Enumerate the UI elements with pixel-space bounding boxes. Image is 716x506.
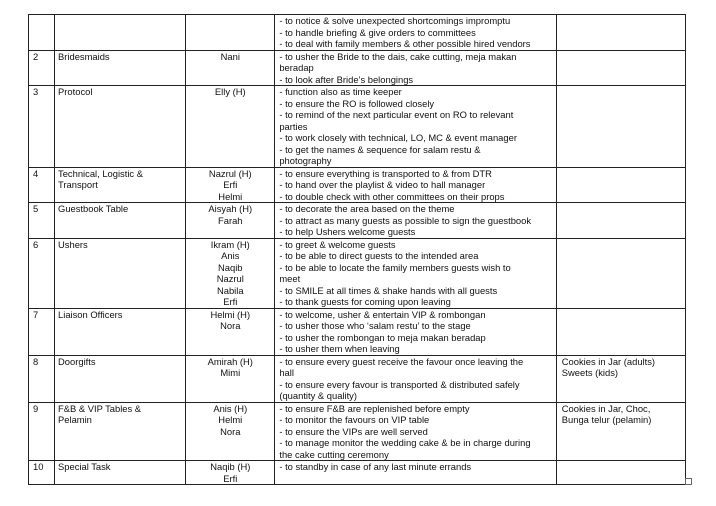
note-line: Bunga telur (pelamin) (561, 414, 652, 425)
person-name: Aisyah (H) (208, 203, 253, 214)
task-line: - to ensure every favour is transported & distributed safely (279, 378, 520, 390)
row-number-cell (29, 355, 55, 402)
notes-cell (556, 203, 685, 239)
row-number-cell (29, 15, 55, 51)
table-row (29, 238, 686, 308)
task-line: - to get the names & sequence for salam restu & (279, 143, 481, 155)
table-row (29, 308, 686, 355)
committee-name: Transport (58, 179, 98, 190)
tasks-cell (275, 355, 556, 402)
notes-cell (556, 86, 685, 168)
note-line: Sweets (kids) (561, 367, 619, 378)
person-in-charge-cell (186, 355, 275, 402)
tasks-cell (275, 167, 556, 203)
committee-cell (55, 167, 186, 203)
task-line: - to greet & welcome guests (279, 238, 396, 250)
person-name: Helmi (H) (210, 308, 251, 320)
note-line: Cookies in Jar (adults) (561, 355, 656, 367)
person-in-charge-cell (186, 402, 275, 461)
task-line: - to usher the Bride to the dais, cake cutting, meja makan (279, 50, 517, 62)
committee-task-table (28, 14, 686, 485)
person-name: Naqib (218, 261, 243, 273)
table-row (29, 50, 686, 86)
person-name: Elly (H) (214, 86, 246, 97)
row-number-cell (29, 167, 55, 203)
person-in-charge-cell (186, 15, 275, 51)
person-in-charge-cell (186, 167, 275, 203)
task-line: - to look after Bride’s belongings (279, 73, 414, 85)
person-name: Amirah (H) (207, 355, 253, 367)
committee-name: Doorgifts (58, 355, 96, 367)
committee-name: Pelamin (58, 414, 92, 425)
person-name: Helmi (218, 414, 243, 425)
task-line: - to ensure everything is transported to & from DTR (279, 167, 492, 179)
task-line: - to help Ushers welcome guests (279, 226, 416, 237)
row-number: 8 (33, 355, 39, 367)
person-in-charge-cell (186, 461, 275, 485)
table-row (29, 402, 686, 461)
task-line: - to welcome, usher & entertain VIP & rombongan (279, 308, 486, 320)
committee-name: Protocol (58, 86, 93, 97)
task-line: - to double check with other committees on their props (279, 190, 505, 202)
notes-cell (556, 355, 685, 402)
notes-cell (556, 167, 685, 203)
row-number: 10 (33, 461, 44, 472)
committee-cell (55, 15, 186, 51)
tasks-cell (275, 50, 556, 86)
tasks-cell (275, 203, 556, 239)
person-in-charge-cell (186, 308, 275, 355)
person-name: Nazrul (H) (208, 167, 252, 179)
committee-name: Ushers (58, 238, 88, 250)
committee-cell (55, 50, 186, 86)
person-name: Nora (220, 425, 241, 437)
row-number: 3 (33, 86, 39, 97)
task-line: parties (279, 120, 308, 132)
task-line: - to decorate the area based on the theme (279, 203, 455, 214)
task-line: - to manage monitor the wedding cake & be in charge during (279, 437, 531, 448)
task-line: - to SMILE at all times & shake hands with all guests (279, 284, 498, 296)
committee-name: Guestbook Table (58, 203, 129, 214)
committee-name: Bridesmaids (58, 50, 110, 62)
table-row (29, 203, 686, 239)
task-line: - to ensure the VIPs are well served (279, 425, 428, 437)
notes-cell (556, 50, 685, 86)
task-line: - to deal with family members & other possible hired vendors (279, 38, 531, 49)
task-line: beradap (279, 62, 314, 73)
task-line: - to work closely with technical, LO, MC & event manager (279, 132, 517, 143)
row-number: 4 (33, 167, 39, 179)
task-line: - to be able to direct guests to the intended area (279, 250, 479, 261)
row-number: 9 (33, 402, 39, 414)
row-number-cell (29, 238, 55, 308)
task-line: - function also as time keeper (279, 86, 402, 97)
person-in-charge-cell (186, 203, 275, 239)
table-row (29, 15, 686, 51)
person-in-charge-cell (186, 238, 275, 308)
task-line: - to remind of the next particular event on RO to relevant (279, 109, 514, 120)
person-name: Helmi (218, 190, 243, 202)
committee-cell (55, 86, 186, 168)
task-line: meet (279, 273, 301, 284)
row-number-cell (29, 203, 55, 239)
task-line: - to usher them when leaving (279, 343, 400, 354)
row-number: 6 (33, 238, 39, 250)
task-line: - to handle briefing & give orders to committees (279, 26, 476, 38)
task-line: - to monitor the favours on VIP table (279, 414, 430, 425)
notes-cell (556, 308, 685, 355)
person-name: Anis (H) (213, 402, 248, 414)
tasks-cell (275, 461, 556, 485)
committee-cell (55, 461, 186, 485)
table-row (29, 167, 686, 203)
committee-name: Special Task (58, 461, 111, 472)
tasks-cell (275, 402, 556, 461)
committee-cell (55, 355, 186, 402)
row-number-cell (29, 461, 55, 485)
row-number-cell (29, 86, 55, 168)
committee-name: Liaison Officers (58, 308, 123, 320)
committee-cell (55, 308, 186, 355)
tasks-cell (275, 86, 556, 168)
person-name: Erfi (223, 179, 238, 190)
person-name: Mimi (220, 367, 241, 378)
task-line: - to standby in case of any last minute errands (279, 461, 472, 472)
table-row (29, 355, 686, 402)
row-number-cell (29, 402, 55, 461)
task-line: the cake cutting ceremony (279, 448, 389, 460)
person-name: Nora (220, 320, 241, 331)
task-line: - to ensure every guest receive the favour once leaving the (279, 355, 524, 367)
table-row (29, 461, 686, 485)
committee-cell (55, 203, 186, 239)
person-name: Anis (221, 250, 240, 261)
person-name: Nazrul (216, 273, 244, 284)
task-line: (quantity & quality) (279, 390, 357, 401)
person-name: Erfi (223, 296, 238, 307)
task-line: - to thank guests for coming upon leaving (279, 296, 451, 307)
person-name: Naqib (H) (210, 461, 251, 472)
notes-cell (556, 15, 685, 51)
row-number-cell (29, 308, 55, 355)
person-in-charge-cell (186, 86, 275, 168)
task-line: - to be able to locate the family members guests wish to (279, 261, 511, 273)
row-number-cell (29, 50, 55, 86)
committee-name: F&B & VIP Tables & (58, 402, 142, 414)
person-in-charge-cell (186, 50, 275, 86)
tasks-cell (275, 15, 556, 51)
task-line: - to hand over the playlist & video to hall manager (279, 179, 486, 190)
task-line: - to usher the rombongan to meja makan beradap (279, 331, 486, 343)
tasks-cell (275, 238, 556, 308)
table-body (29, 15, 686, 485)
person-name: Farah (218, 214, 243, 226)
committee-cell (55, 238, 186, 308)
notes-cell (556, 402, 685, 461)
row-number: 7 (33, 308, 39, 320)
committee-name: Technical, Logistic & (58, 167, 143, 179)
person-name: Nabila (216, 284, 244, 296)
notes-cell (556, 238, 685, 308)
task-line: photography (279, 155, 332, 166)
table-row (29, 86, 686, 168)
task-line: - to ensure the RO is followed closely (279, 97, 435, 109)
task-line: - to usher those who ‘salam restu’ to the stage (279, 320, 471, 331)
row-number: 5 (33, 203, 39, 214)
tasks-cell (275, 308, 556, 355)
person-name: Nani (220, 50, 240, 62)
note-line: Cookies in Jar, Choc, (561, 402, 651, 414)
task-line: - to notice & solve unexpected shortcomings impromptu (279, 15, 511, 26)
task-line: - to ensure F&B are replenished before empty (279, 402, 470, 414)
notes-cell (556, 461, 685, 485)
person-name: Erfi (223, 472, 238, 484)
row-number: 2 (33, 50, 39, 62)
table-resize-handle[interactable] (685, 478, 692, 485)
task-line: - to attract as many guests as possible to sign the guestbook (279, 214, 532, 226)
task-line: hall (279, 367, 294, 378)
committee-cell (55, 402, 186, 461)
person-name: Ikram (H) (210, 238, 250, 250)
